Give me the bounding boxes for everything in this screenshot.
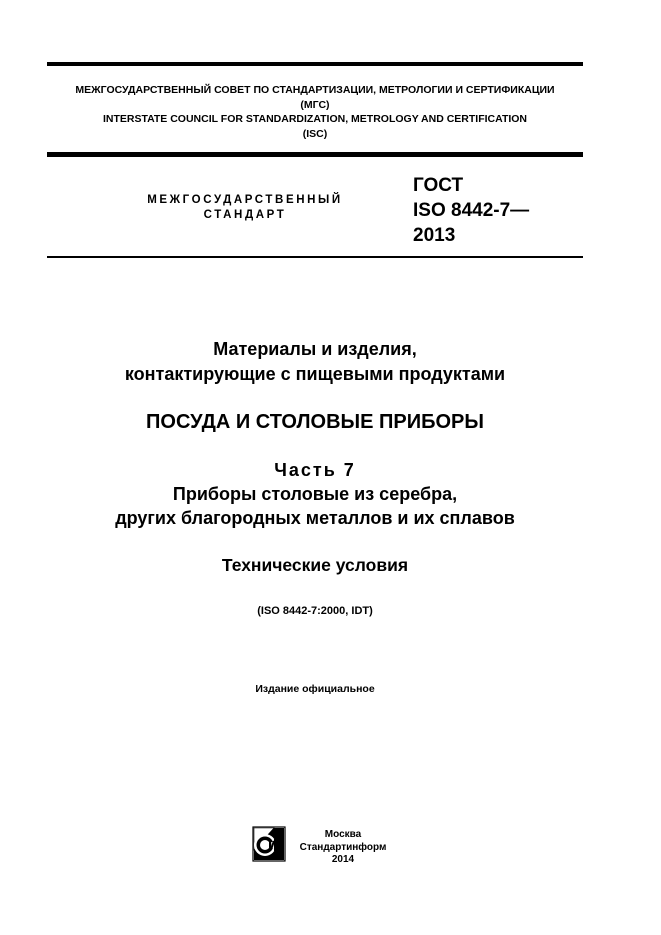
designation-line3: 2013 (413, 225, 456, 246)
subject-line2: контактирующие с пищевыми продуктами (124, 364, 506, 384)
main-title: ПОСУДА И СТОЛОВЫЕ ПРИБОРЫ (146, 411, 484, 433)
designation-rule (47, 256, 583, 258)
part-title-line2: других благородных металлов и их сплавов (115, 508, 515, 528)
part-number: Часть 7 (274, 460, 356, 480)
iso-reference: (ISO 8442-7:2000, IDT) (257, 605, 373, 617)
standard-type (120, 193, 370, 223)
council-abbr-en: (ISC) (302, 127, 328, 140)
edition-note: Издание официальное (255, 683, 375, 695)
designation-line1: ГОСТ (413, 175, 464, 196)
council-abbr-ru: (МГС) (300, 98, 330, 111)
designation-line2: ISO 8442-7— (413, 200, 530, 221)
publisher-city: Москва (324, 829, 362, 840)
part-title-line1: Приборы столовые из серебра, (172, 484, 458, 504)
spec-title: Технические условия (221, 555, 409, 575)
publisher-block (297, 829, 389, 867)
subject-line1: Материалы и изделия, (213, 339, 417, 359)
standard-designation (413, 173, 529, 248)
standard-type-line1: МЕЖГОСУДАРСТВЕННЫЙ (147, 194, 343, 206)
council-header (47, 83, 583, 141)
publisher-year: 2014 (331, 854, 355, 865)
publisher-name: Стандартинформ (299, 841, 387, 853)
header-rule (47, 152, 583, 157)
council-name-ru: МЕЖГОСУДАРСТВЕННЫЙ СОВЕТ ПО СТАНДАРТИЗАЦИИ, МЕТРОЛОГИИ И СЕРТИФИКАЦИИ (75, 84, 555, 96)
council-name-en: INTERSTATE COUNCIL FOR STANDARDIZATION, METROLOGY AND CERTIFICATION (102, 113, 528, 126)
standard-type-line2: СТАНДАРТ (203, 209, 287, 221)
subject-title (47, 337, 583, 387)
standartinform-logo-icon (244, 826, 286, 862)
top-rule (47, 62, 583, 66)
part-block (47, 458, 583, 530)
